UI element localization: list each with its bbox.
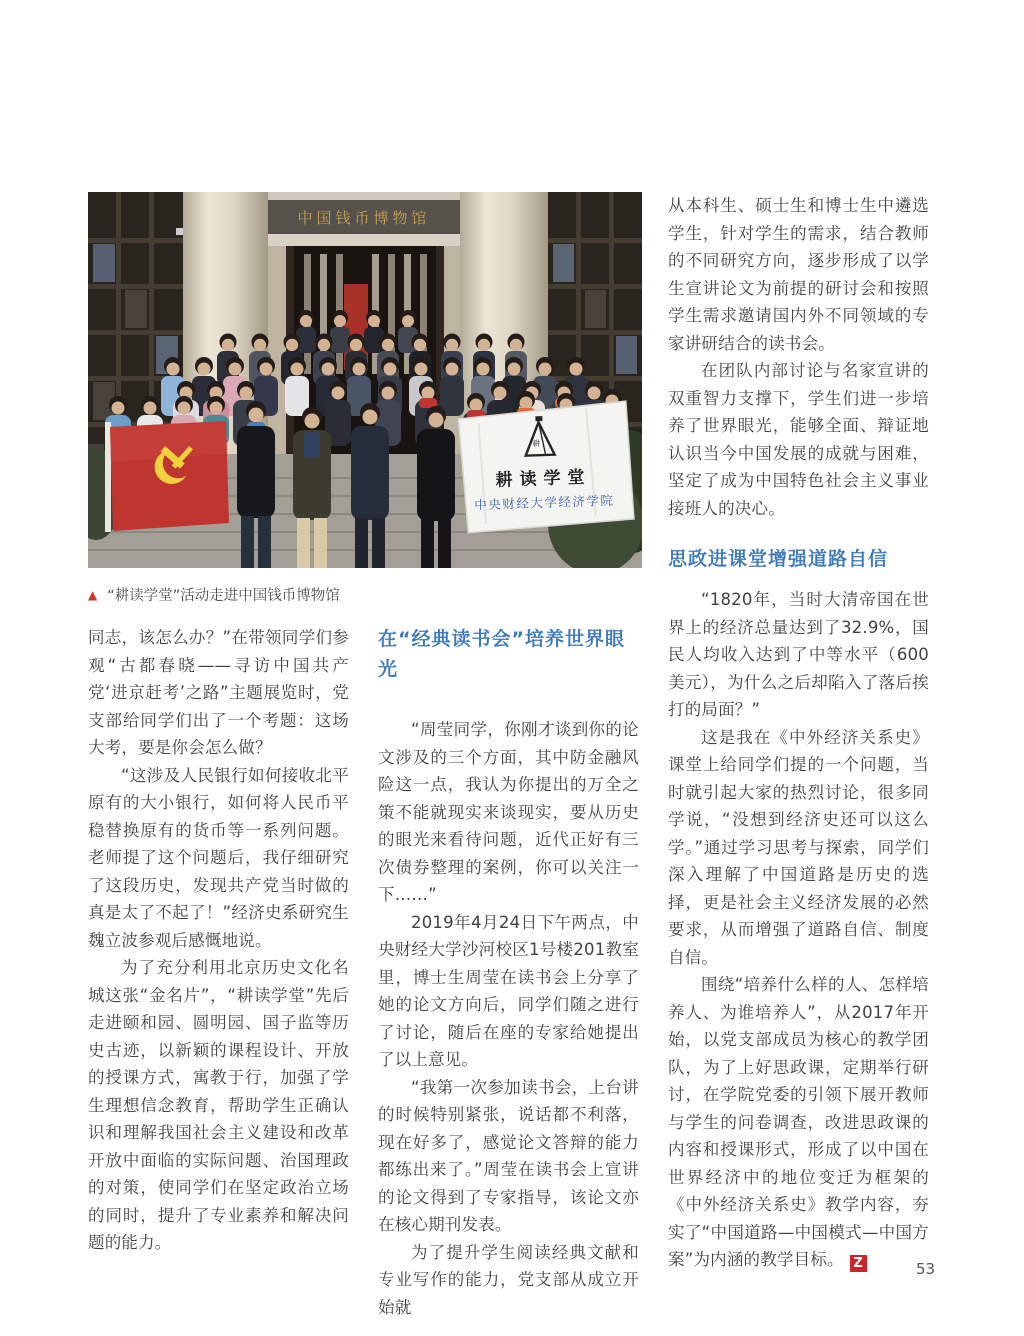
paragraph: “这涉及人民银行如何接收北平原有的大小银行，如何将人民币平稳替换原有的货币等一系列问题。老师提了这个问题后，我仔细研究了这段历史，发现共产党当时做的真是太了不起了！”经济史系研究生魏立波参观后感慨地说。 bbox=[88, 765, 349, 950]
paragraph: “我第一次参加读书会，上台讲的时候特别紧张，说话都不利落，现在好多了，感觉论文答辩的能力都练出来了。”周莹在读书会上宣讲的论文得到了专家指导，该论文亦在核心期刊发表。 bbox=[378, 1077, 639, 1234]
club-banner bbox=[458, 401, 634, 533]
photo-illustration bbox=[88, 192, 642, 568]
party-flag bbox=[105, 421, 229, 532]
column-middle bbox=[378, 624, 639, 1321]
paragraph: 从本科生、硕士生和博士生中遴选学生，针对学生的需求，结合教师的不同研究方向，逐步形成了以学生宣讲论文为前提的研讨会和按照学生需求邀请国内外不同领域的专家讲研结合的读书会。 bbox=[668, 196, 929, 353]
article-end-mark: Z bbox=[850, 1255, 867, 1272]
banner-logo-char: 耕 bbox=[532, 439, 541, 449]
paragraph: 这是我在《中外经济关系史》课堂上给同学们提的一个问题，当时就引起大家的热烈讨论，很多同学说，“没想到经济史还可以这么学。”通过学习思考与探索，同学们深入理解了中国道路是历史的选择，更是社会主义经济发展的必然要求，从而增强了道路自信、制度自信。 bbox=[668, 727, 929, 967]
column-left bbox=[88, 624, 349, 1257]
paragraph: “周莹同学，你刚才谈到你的论文涉及的三个方面，其中防金融风险这一点，我认为你提出的万全之策不能就现实来谈现实，要从历史的眼光来看待问题，近代正好有三次债券整理的案例，你可以关注一下……” bbox=[378, 720, 639, 904]
banner-subtitle-text: 中央财经大学经济学院 bbox=[474, 492, 615, 513]
group-photo-museum bbox=[88, 192, 642, 568]
paragraph: 同志，该怎么办？”在带领同学们参观“古都春晓——寻访中国共产党‘进京赶考’之路”主题展览时，党支部给同学们出了一个考题：这场大考，要是你会怎么做？ bbox=[88, 628, 349, 757]
caption-triangle-icon: ▲ bbox=[88, 587, 98, 602]
section-heading-reading-club: 在“经典读书会”培养世界眼光 bbox=[378, 628, 625, 680]
paragraph: 为了提升学生阅读经典文献和专业写作的能力，党支部从成立开始就 bbox=[378, 1242, 639, 1317]
section-heading-ideology-course: 思政进课堂增强道路自信 bbox=[668, 548, 889, 570]
museum-sign-text: 中国钱币博物馆 bbox=[297, 209, 431, 227]
paragraph: 在团队内部讨论与名家宣讲的双重智力支撑下，学生们进一步培养了世界眼光，能够全面、辩证地认识当今中国发展的成就与困难，坚定了成为中国特色社会主义事业接班人的决心。 bbox=[668, 361, 929, 518]
banner-title-text: 耕读学堂 bbox=[495, 467, 592, 491]
page-number: 53 bbox=[916, 1260, 936, 1278]
paragraph-text: 围绕“培养什么样的人、怎样培养人、为谁培养人”，从2017年开始，以党支部成员为核心的教学团队，为了上好思政课，定期举行研讨，在学院党委的引领下展开教师与学生的问卷调查，改进思政课的内容和授课形式，形成了以中国在世界经济中的地位变迁为框架的《中外经济关系史》教学内容，夯实了“中国道路—中国模式—中国方案”为内涵的教学目标。 bbox=[668, 975, 929, 1269]
photo-caption bbox=[88, 584, 642, 605]
paragraph bbox=[668, 971, 929, 1274]
photo-caption-text: “耕读学堂”活动走进中国钱币博物馆 bbox=[107, 588, 340, 604]
column-right bbox=[668, 192, 929, 1274]
paragraph: 为了充分利用北京历史文化名城这张“金名片”，“耕读学堂”先后走进颐和园、圆明园、国子监等历史古迹，以新颖的课程设计、开放的授课方式，寓教于行，加强了学生理想信念教育，帮助学生正确认识和理解我国社会主义建设和改革开放中面临的实际问题、治国理政的对策，使同学们在坚定政治立场的同时，提升了专业素养和解决问题的能力。 bbox=[88, 958, 349, 1252]
paragraph: 2019年4月24日下午两点，中央财经大学沙河校区1号楼201教室里，博士生周莹在读书会上分享了她的论文方向后，同学们随之进行了讨论，随后在座的专家给她提出了以上意见。 bbox=[378, 912, 639, 1069]
paragraph: “1820年，当时大清帝国在世界上的经济总量达到了32.9%，国民人均收入达到了中等水平（600美元），为什么之后却陷入了落后挨打的局面？” bbox=[668, 590, 929, 719]
